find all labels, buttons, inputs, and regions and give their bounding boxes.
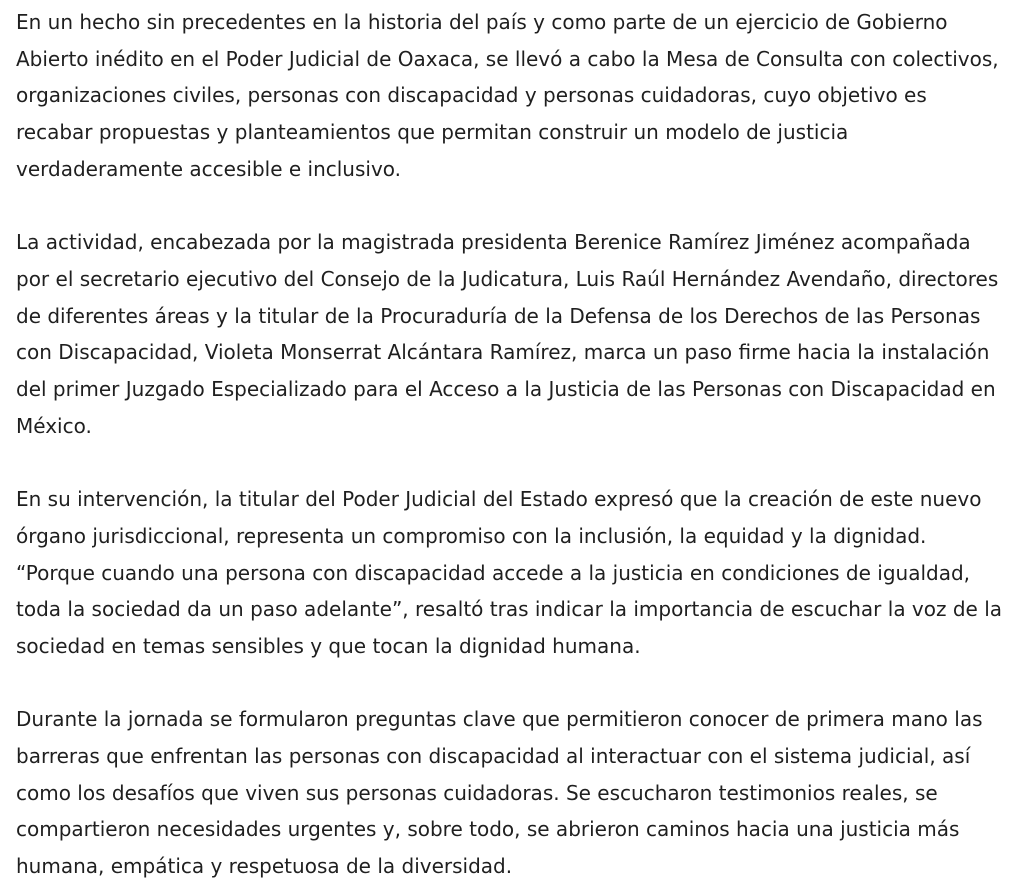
article-paragraph: En su intervención, la titular del Poder Judicial del Estado expresó que la creación de este nuevo órgano jurisdiccional, representa un compromiso con la inclusión, la equidad y la dignidad. “Porque cuando una persona con discapacidad accede a la justicia en condiciones de igualdad, toda la sociedad da un paso adelante”, resaltó tras indicar la importancia de escuchar la voz de la sociedad en temas sensibles y que tocan la dignidad humana. xyxy=(16,487,1003,658)
article-paragraph: La actividad, encabezada por la magistrada presidenta Berenice Ramírez Jiménez acompañada por el secretario ejecutivo del Consejo de la Judicatura, Luis Raúl Hernández Avendaño, directores de diferentes áreas y la titular de la Procuraduría de la Defensa de los Derechos de las Personas con Discapacidad, Violeta Monserrat Alcántara Ramírez, marca un paso firme hacia la instalación del primer Juzgado Especializado para el Acceso a la Justicia de las Personas con Discapacidad en México. xyxy=(16,230,999,438)
article-paragraph: Durante la jornada se formularon preguntas clave que permitieron conocer de primera mano las barreras que enfrentan las personas con discapacidad al interactuar con el sistema judicial, así como los desafíos que viven sus personas cuidadoras. Se escucharon testimonios reales, se compartieron necesidades urgentes y, sobre todo, se abrieron caminos hacia una justicia más humana, empática y respetuosa de la diversidad. xyxy=(16,707,983,879)
article-paragraph: En un hecho sin precedentes en la historia del país y como parte de un ejercicio de Gobierno Abierto inédito en el Poder Judicial de Oaxaca, se llevó a cabo la Mesa de Consulta con colectivos, organizaciones civiles, personas con discapacidad y personas cuidadoras, cuyo objetivo es recabar propuestas y planteamientos que permitan construir un modelo de justicia verdaderamente accesible e inclusivo. xyxy=(16,10,999,181)
